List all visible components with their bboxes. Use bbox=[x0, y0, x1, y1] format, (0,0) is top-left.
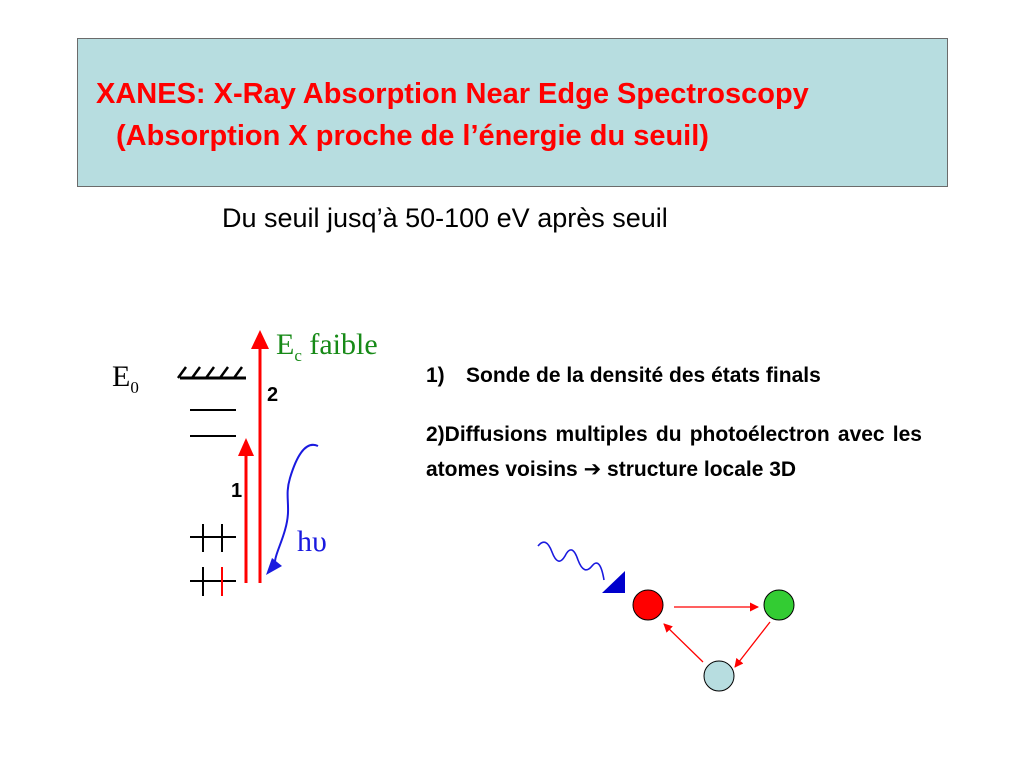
e0-label: $E_0$ bbox=[112, 360, 139, 397]
transition-arrow-1-head bbox=[238, 438, 254, 456]
occupied-level-core bbox=[190, 567, 236, 596]
incoming-photon-head bbox=[602, 571, 625, 593]
scatter-arrow-blue-to-red bbox=[664, 624, 703, 662]
photon-energy-label: hυ bbox=[297, 525, 327, 558]
point-2-conclusion: structure locale 3D bbox=[601, 458, 797, 481]
point-2 bbox=[426, 418, 922, 487]
right-arrow-icon: ➔ bbox=[583, 457, 602, 481]
transition-label-1: 1 bbox=[231, 480, 243, 502]
scatter-arrow-green-to-blue bbox=[735, 622, 770, 667]
title-line-1: XANES: X-Ray Absorption Near Edge Spectroscopy bbox=[96, 78, 809, 110]
subtitle: Du seuil jusq’à 50-100 eV après seuil bbox=[222, 203, 668, 233]
occupied-level-upper bbox=[190, 524, 236, 552]
neighbor-atom-blue bbox=[704, 661, 734, 691]
absorber-atom bbox=[633, 590, 663, 620]
transition-label-2: 2 bbox=[267, 384, 279, 406]
transition-arrow-2-head bbox=[251, 330, 269, 349]
ec-faible-label: $E_c$ faible bbox=[276, 328, 378, 365]
point-2-text: 2)Diffusions multiples du photoélectron avec les atomes voisins bbox=[426, 423, 922, 481]
continuum-edge bbox=[178, 367, 246, 378]
point-1-number: 1) bbox=[426, 364, 445, 387]
title-line-2: (Absorption X proche de l’énergie du seuil) bbox=[116, 120, 709, 152]
neighbor-atom-green bbox=[764, 590, 794, 620]
point-1 bbox=[426, 364, 821, 388]
photon-arrow-head bbox=[266, 558, 282, 575]
incoming-photon-wave bbox=[538, 542, 604, 580]
point-1-text: Sonde de la densité des états finals bbox=[466, 364, 821, 387]
